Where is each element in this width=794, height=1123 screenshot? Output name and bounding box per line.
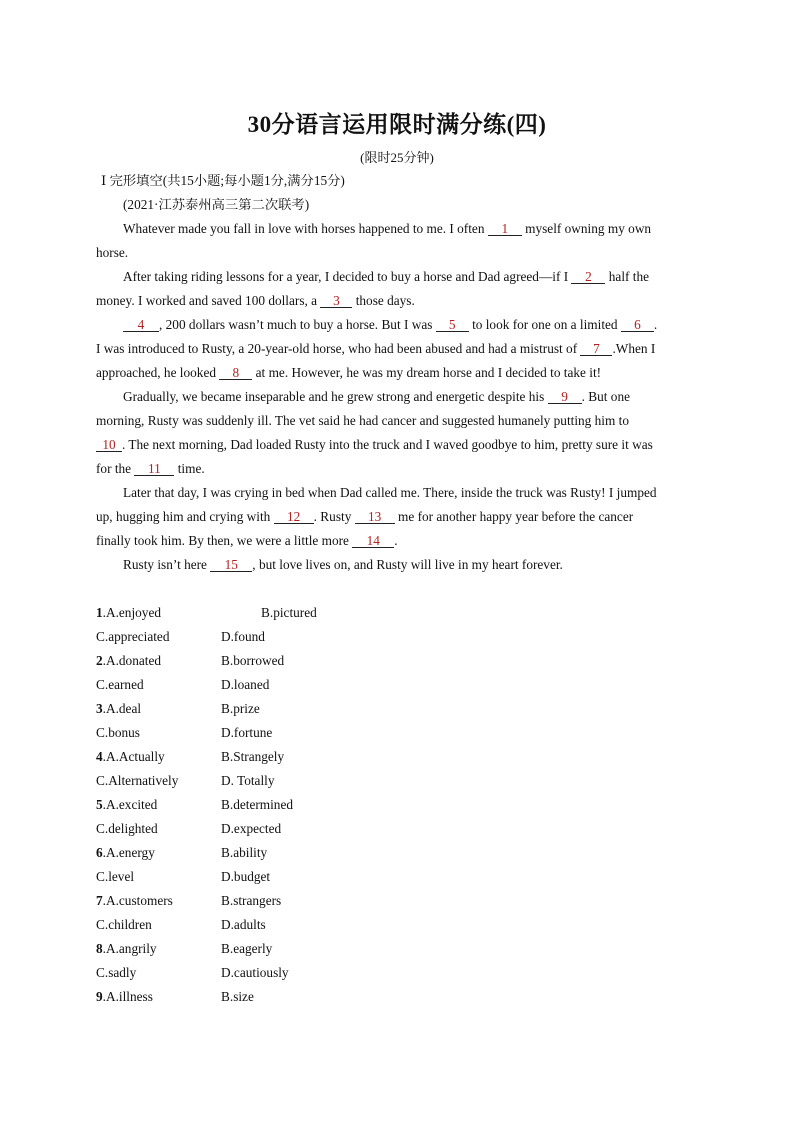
option-a [96,605,161,621]
option-a-text: .A.customers [102,893,173,908]
option-c: C.appreciated [96,629,170,644]
passage-line [123,557,563,573]
passage-text: Whatever made you fall in love with horses happened to me. I often [123,221,488,236]
answer-blank: 6 [621,318,654,332]
passage-text: . [394,533,398,548]
answer-blank: 12 [274,510,314,524]
passage-line [96,413,629,429]
passage-text: half the [605,269,650,284]
passage-text: for the [96,461,135,476]
passage-text: me for another happy year before the cancer [394,509,634,524]
question-number: 2 [96,653,103,668]
question-number: 5 [96,797,103,812]
option-a-text: .A.donated [102,653,161,668]
option-b: B.strangers [221,893,282,908]
question-number: 7 [96,893,103,908]
passage-text: I was introduced to Rusty, a 20-year-old horse, who had been abused and had a mistrust of [96,341,581,356]
passage-line [123,485,657,501]
answer-blank: 4 [123,318,159,332]
option-b: B.borrowed [221,653,285,668]
passage-line [96,293,415,309]
passage-text: those days. [352,293,415,308]
question-number: 6 [96,845,103,860]
option-c: C.children [96,917,152,932]
answer-blank: 14 [352,534,394,548]
answer-blank: 9 [548,390,582,404]
answer-blank: 7 [580,342,612,356]
option-a-text: .A.excited [102,797,158,812]
passage-line [123,317,657,333]
option-a-text: .A.illness [102,989,153,1004]
answer-blank: 1 [488,222,522,236]
passage-text: approached, he looked [96,365,220,380]
passage-text: . The next morning, Dad loaded Rusty into the truck and I waved goodbye to him, pretty sure it was [122,437,653,452]
option-a-text: .A.Actually [102,749,165,764]
passage-text: myself owning my own [521,221,652,236]
passage-text: Later that day, I was crying in bed when Dad called me. There, inside the truck was Rusty! I jumped [123,485,657,500]
option-d: D. Totally [221,773,275,788]
section-heading: Ⅰ 完形填空(共15小题;每小题1分,满分15分) [101,173,345,188]
answer-blank: 8 [219,366,252,380]
option-c: C.earned [96,677,144,692]
passage-line [96,245,128,261]
option-b: B.determined [221,797,294,812]
passage-line [123,221,651,237]
answer-blank: 2 [571,270,605,284]
option-b: B.prize [221,701,260,716]
option-b: B.pictured [261,605,317,620]
option-c: C.bonus [96,725,140,740]
passage-text: finally took him. By then, we were a little more [96,533,353,548]
passage-text: up, hugging him and crying with [96,509,274,524]
option-a [96,989,153,1005]
passage-line [123,389,630,405]
answer-blank: 11 [134,462,174,476]
option-a [96,653,161,669]
option-d: D.adults [221,917,266,932]
question-number: 8 [96,941,103,956]
option-c: C.Alternatively [96,773,179,788]
question-number: 9 [96,989,103,1004]
option-c: C.sadly [96,965,137,980]
passage-text: morning, Rusty was suddenly ill. The vet said he had cancer and suggested humanely putting him to [96,413,630,428]
answer-blank: 13 [355,510,395,524]
passage-line [96,461,205,477]
passage-line [96,365,601,381]
option-a [96,941,157,957]
option-a [96,845,155,861]
passage-text: to look for one on a limited [468,317,621,332]
passage-text: . [653,317,658,332]
option-b: B.Strangely [221,749,285,764]
option-c: C.delighted [96,821,158,836]
question-number: 1 [96,605,103,620]
option-b: B.size [221,989,254,1004]
passage-text: .When I [612,341,656,356]
passage-text: Rusty isn’t here [123,557,211,572]
option-d: D.expected [221,821,282,836]
passage-text: , but love lives on, and Rusty will live in my heart forever. [252,557,563,572]
answer-blank: 15 [210,558,252,572]
option-a [96,797,157,813]
option-d: D.cautiously [221,965,289,980]
question-number: 4 [96,749,103,764]
passage-text: . Rusty [313,509,355,524]
section-source: (2021·江苏泰州高三第二次联考) [123,197,310,212]
passage-line [96,509,633,525]
option-a-text: .A.deal [102,701,142,716]
passage-text: . But one [581,389,630,404]
option-a-text: .A.energy [102,845,155,860]
option-a [96,749,165,765]
page-subtitle: (限时25分钟) [360,150,434,165]
option-b: B.ability [221,845,268,860]
answer-blank: 10 [96,438,122,452]
option-c: C.level [96,869,135,884]
passage-line [123,269,649,285]
option-d: D.fortune [221,725,273,740]
passage-line [96,437,653,453]
option-a [96,893,173,909]
page-title: 30分语言运用限时满分练(四) [247,112,547,137]
option-a-text: .A.enjoyed [102,605,161,620]
option-b: B.eagerly [221,941,273,956]
passage-text: horse. [96,245,129,260]
question-number: 3 [96,701,103,716]
passage-text: time. [174,461,205,476]
passage-text: , 200 dollars wasn’t much to buy a horse. But I was [159,317,436,332]
answer-blank: 3 [320,294,352,308]
option-d: D.budget [221,869,271,884]
passage-text: at me. However, he was my dream horse and I decided to take it! [252,365,602,380]
passage-text: money. I worked and saved 100 dollars, a [96,293,321,308]
passage-line [96,341,655,357]
passage-text: Gradually, we became inseparable and he grew strong and energetic despite his [123,389,548,404]
option-d: D.found [221,629,265,644]
option-a-text: .A.angrily [102,941,157,956]
passage-line [96,533,398,549]
answer-blank: 5 [436,318,469,332]
option-a [96,701,141,717]
passage-text: After taking riding lessons for a year, I decided to buy a horse and Dad agreed—if I [123,269,572,284]
option-d: D.loaned [221,677,270,692]
